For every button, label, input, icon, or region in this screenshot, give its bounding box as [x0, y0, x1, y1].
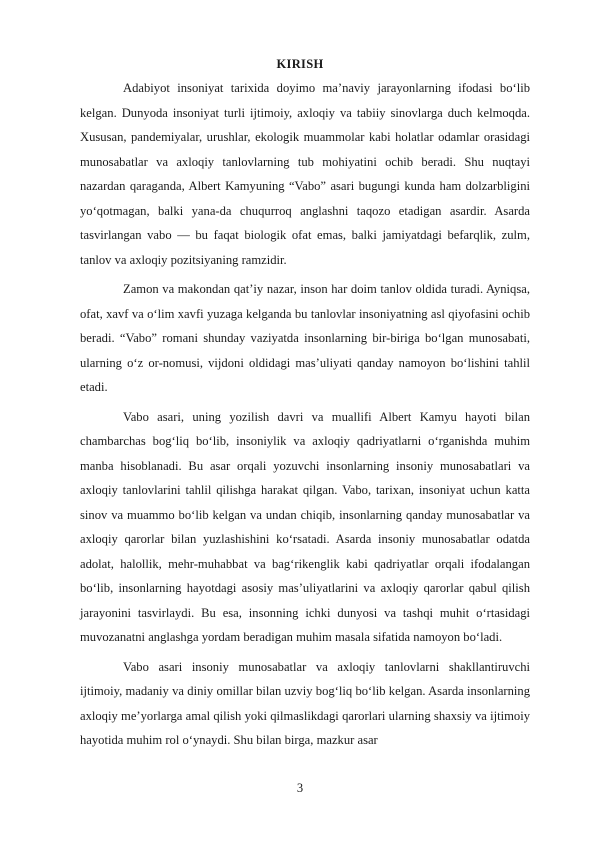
paragraph-1: Adabiyot insoniyat tarixida doyimo maʼnaviy jarayonlarning ifodasi boʻlib kelgan. Dunyoda insoniyat turli ijtimoiy, axloqiy va tabiiy sinovlarga duch kelmoqda. Xususan, pandemiyalar, urushlar, ekologik muammolar kabi holatlar odamlar orasidagi munosabatlar va axloqiy tanlovlarning tub mohiyatini ochib beradi. Shu nuqtayi nazardan qaraganda, Albert Kamyuning “Vabo” asari bugungi kunda ham dolzarbligini yoʻqotmagan, balki yana-da chuqurroq anglashni taqozo etadigan asardir. Asarda tasvirlangan vabo — bu faqat biologik ofat emas, balki jamiyatdagi befarqlik, zulm, tanlov va axloqiy pozitsiyaning ramzidir. — [80, 81, 530, 267]
document-body — [80, 76, 530, 758]
page-title: KIRISH — [276, 57, 324, 71]
paragraph-3: Vabo asari, uning yozilish davri va muallifi Albert Kamyu hayoti bilan chambarchas bogʻliq boʻlib, insoniylik va axloqiy qadriyatlarni oʻrganishda muhim manba hisoblanadi. Bu asar orqali yozuvchi insonlarning insoniy munosabatlari va axloqiy tanlovlarini tahlil qilishga harakat qilgan. Vabo, tarixan, insoniyat uchun katta sinov va muammo boʻlib kelgan va undan chiqib, insonlarning qanday munosabatlar va axloqiy qarorlar bilan yuzlashishini koʻrsatadi. Asarda insoniy munosabatlar odatda adolat, halollik, mehr-muhabbat va bagʻrikenglik kabi qadriyatlar orqali ifodalangan boʻlib, insonlarning hayotdagi asosiy masʼuliyatlarini va axloqiy qarorlar qabul qilish jarayonini tasvirlaydi. Bu esa, insonning ichki dunyosi va tashqi muhit oʻrtasidagi muvozanatni anglashga yordam beradigan muhim masala sifatida namoyon boʻladi. — [80, 409, 530, 644]
page-number: 3 — [296, 781, 304, 795]
paragraph-2: Zamon va makondan qatʼiy nazar, inson har doim tanlov oldida turadi. Ayniqsa, ofat, xavf va oʻlim xavfi yuzaga kelganda bu tanlovlar insoniyatning asl qiyofasini ochib beradi. “Vabo” romani shunday vaziyatda insonlarning bir-biriga boʻlgan munosabati, ularning oʻz or-nomusi, vijdoni oldidagi masʼuliyati qanday namoyon boʻlishini tahlil etadi. — [80, 282, 530, 394]
paragraph-4: Vabo asari insoniy munosabatlar va axloqiy tanlovlarni shakllantiruvchi ijtimoiy, madaniy va diniy omillar bilan uzviy bogʻliq boʻlib kelgan. Asarda insonlarning axloqiy meʼyorlarga amal qilish yoki qilmaslikdagi qarorlari ularning shaxsiy va ijtimoiy hayotida muhim rol oʻynaydi. Shu bilan birga, mazkur asar — [80, 659, 530, 747]
